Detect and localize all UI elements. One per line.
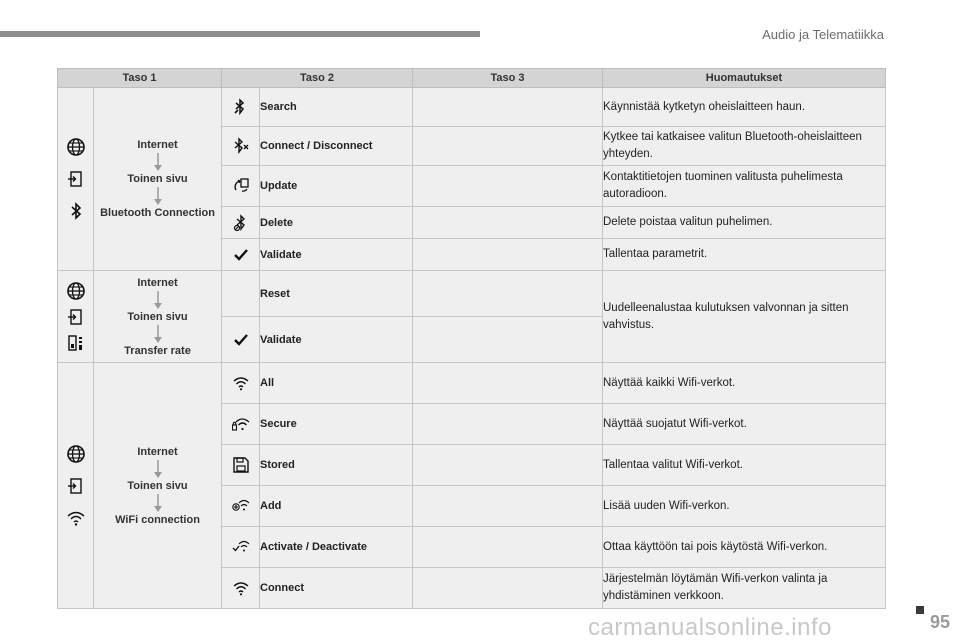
save-disk-icon — [232, 456, 250, 474]
level2-label: All — [260, 363, 413, 404]
level2-icon-cell — [222, 486, 260, 527]
level2-label: Add — [260, 486, 413, 527]
level3-cell — [413, 486, 603, 527]
level3-cell — [413, 363, 603, 404]
table-row — [58, 363, 886, 404]
globe-icon — [66, 444, 86, 464]
note-cell: Järjestelmän löytämän Wifi-verkon valinta ja yhdistäminen verkkoon. — [603, 568, 886, 609]
level1-path — [94, 363, 222, 609]
level3-cell — [413, 271, 603, 317]
level2-icon-cell — [222, 271, 260, 317]
wifi-activate-icon — [232, 538, 250, 556]
wifi-icon — [66, 508, 86, 528]
path-step-toinen-sivu: Toinen sivu — [127, 310, 188, 323]
level2-icon-cell — [222, 445, 260, 486]
menu-table — [57, 68, 886, 609]
checkmark-icon — [232, 331, 250, 349]
page-marker — [916, 606, 924, 614]
note-cell: Tallentaa parametrit. — [603, 239, 886, 271]
secondary-page-icon — [66, 476, 86, 496]
level2-label: Validate — [260, 317, 413, 363]
path-step-wifi-connection: WiFi connection — [115, 513, 200, 526]
wifi-icon — [232, 579, 250, 597]
section-title: Audio ja Telematiikka — [762, 27, 884, 42]
top-bar — [0, 31, 480, 37]
level2-icon-cell — [222, 127, 260, 166]
note-cell: Lisää uuden Wifi-verkon. — [603, 486, 886, 527]
level2-icon-cell — [222, 166, 260, 207]
level2-label: Search — [260, 88, 413, 127]
table-row — [58, 271, 886, 317]
level3-cell — [413, 127, 603, 166]
wifi-secure-icon — [232, 415, 250, 433]
level2-icon-cell — [222, 404, 260, 445]
level3-cell — [413, 527, 603, 568]
arrow-down-icon — [153, 459, 163, 479]
path-step-toinen-sivu: Toinen sivu — [127, 479, 188, 492]
bluetooth-disconnect-icon — [232, 137, 250, 155]
level2-label: Activate / Deactivate — [260, 527, 413, 568]
path-step-internet: Internet — [137, 139, 178, 151]
level3-cell — [413, 404, 603, 445]
path-step-internet: Internet — [137, 445, 178, 458]
level2-label: Reset — [260, 271, 413, 317]
note-cell: Kontaktitietojen tuominen valitusta puhelimesta autoradioon. — [603, 166, 886, 207]
level2-icon-cell — [222, 317, 260, 363]
arrow-down-icon — [153, 290, 163, 310]
level2-label: Delete — [260, 207, 413, 239]
globe-icon — [66, 137, 86, 157]
wifi-add-icon — [232, 497, 250, 515]
col-header-notes: Huomautukset — [603, 69, 886, 88]
col-header-taso-2: Taso 2 — [222, 69, 413, 88]
bluetooth-icon — [66, 201, 86, 221]
level3-cell — [413, 207, 603, 239]
arrow-down-icon — [153, 152, 163, 172]
arrow-down-icon — [153, 493, 163, 513]
level2-icon-cell — [222, 88, 260, 127]
level2-icon-cell — [222, 207, 260, 239]
level2-label: Stored — [260, 445, 413, 486]
level2-label: Update — [260, 166, 413, 207]
path-step-toinen-sivu: Toinen sivu — [127, 173, 188, 185]
note-cell: Tallentaa valitut Wifi-verkot. — [603, 445, 886, 486]
arrow-down-icon — [153, 324, 163, 344]
level1-icons — [58, 88, 94, 271]
level3-cell — [413, 317, 603, 363]
bluetooth-delete-icon — [232, 214, 250, 232]
level2-label: Secure — [260, 404, 413, 445]
path-step-internet: Internet — [137, 276, 178, 289]
level3-cell — [413, 166, 603, 207]
note-cell: Ottaa käyttöön tai pois käytöstä Wifi-verkon. — [603, 527, 886, 568]
level1-path — [94, 271, 222, 363]
level1-icons — [58, 271, 94, 363]
level3-cell — [413, 239, 603, 271]
data-usage-icon — [66, 333, 86, 353]
note-cell: Näyttää suojatut Wifi-verkot. — [603, 404, 886, 445]
note-cell: Uudelleenalustaa kulutuksen valvonnan ja sitten vahvistus. — [603, 271, 886, 363]
page-number: 95 — [930, 612, 951, 632]
level1-icons — [58, 363, 94, 609]
watermark: carmanualsonline.info — [588, 614, 832, 641]
note-cell: Delete poistaa valitun puhelimen. — [603, 207, 886, 239]
table-header — [58, 69, 886, 88]
checkmark-icon — [232, 246, 250, 264]
globe-icon — [66, 281, 86, 301]
wifi-icon — [232, 374, 250, 392]
level1-path — [94, 88, 222, 271]
secondary-page-icon — [66, 169, 86, 189]
table-row — [58, 88, 886, 127]
secondary-page-icon — [66, 307, 86, 327]
path-step-bluetooth: Bluetooth Connection — [100, 207, 215, 219]
note-cell: Käynnistää kytketyn oheislaitteen haun. — [603, 88, 886, 127]
col-header-taso-1: Taso 1 — [58, 69, 222, 88]
level2-icon-cell — [222, 363, 260, 404]
level3-cell — [413, 88, 603, 127]
level2-label: Connect — [260, 568, 413, 609]
level2-icon-cell — [222, 239, 260, 271]
arrow-down-icon — [153, 186, 163, 206]
contacts-update-icon — [232, 177, 250, 195]
level2-label: Validate — [260, 239, 413, 271]
level2-icon-cell — [222, 568, 260, 609]
bluetooth-search-icon — [232, 98, 250, 116]
path-step-transfer-rate: Transfer rate — [124, 344, 191, 357]
level2-icon-cell — [222, 527, 260, 568]
note-cell: Kytkee tai katkaisee valitun Bluetooth-oheislaitteen yhteyden. — [603, 127, 886, 166]
note-cell: Näyttää kaikki Wifi-verkot. — [603, 363, 886, 404]
col-header-taso-3: Taso 3 — [413, 69, 603, 88]
level2-label: Connect / Disconnect — [260, 127, 413, 166]
level3-cell — [413, 445, 603, 486]
level3-cell — [413, 568, 603, 609]
